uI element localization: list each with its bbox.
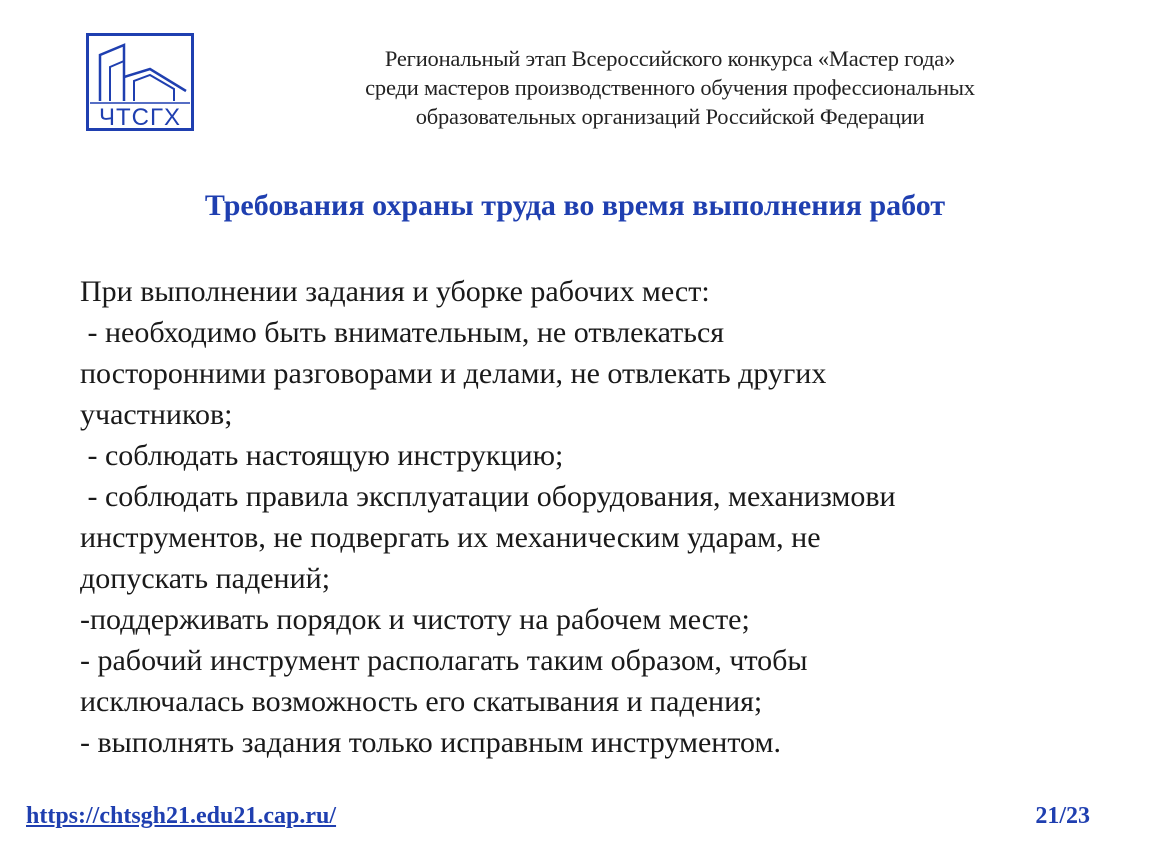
page-number: 21/23 [1035, 803, 1090, 829]
body-line: - необходимо быть внимательным, не отвлекаться [80, 316, 725, 349]
slide-title: Требования охраны труда во время выполнения работ [204, 189, 946, 222]
body-line: инструментов, не подвергать их механическим ударам, не [80, 521, 821, 554]
body-line: - соблюдать настоящую инструкцию; [80, 439, 564, 472]
body-line: - выполнять задания только исправным инструментом. [80, 726, 781, 759]
header-line: среди мастеров производственного обучения профессиональных [365, 75, 975, 100]
body-line: исключалась возможность его скатывания и падения; [80, 685, 763, 718]
body-line: допускать падений; [80, 562, 331, 595]
header-line: Региональный этап Всероссийского конкурса «Мастер года» [384, 46, 956, 71]
body-line: участников; [80, 398, 233, 431]
body-line: - рабочий инструмент располагать таким образом, чтобы [80, 644, 808, 677]
logo-text: ЧТСГХ [99, 104, 181, 131]
website-link[interactable]: https://chtsgh21.edu21.cap.ru/ [26, 803, 337, 829]
body-line: - соблюдать правила эксплуатации оборудования, механизмови [80, 480, 896, 513]
body-line: -поддерживать порядок и чистоту на рабочем месте; [80, 603, 750, 636]
body-line: При выполнении задания и уборке рабочих мест: [80, 275, 710, 308]
building-logo-icon [86, 33, 194, 131]
header [300, 44, 1040, 131]
body-text [80, 271, 1090, 763]
logo [86, 33, 194, 131]
body-line: посторонними разговорами и делами, не отвлекать других [80, 357, 827, 390]
header-line: образовательных организаций Российской Федерации [415, 104, 925, 129]
